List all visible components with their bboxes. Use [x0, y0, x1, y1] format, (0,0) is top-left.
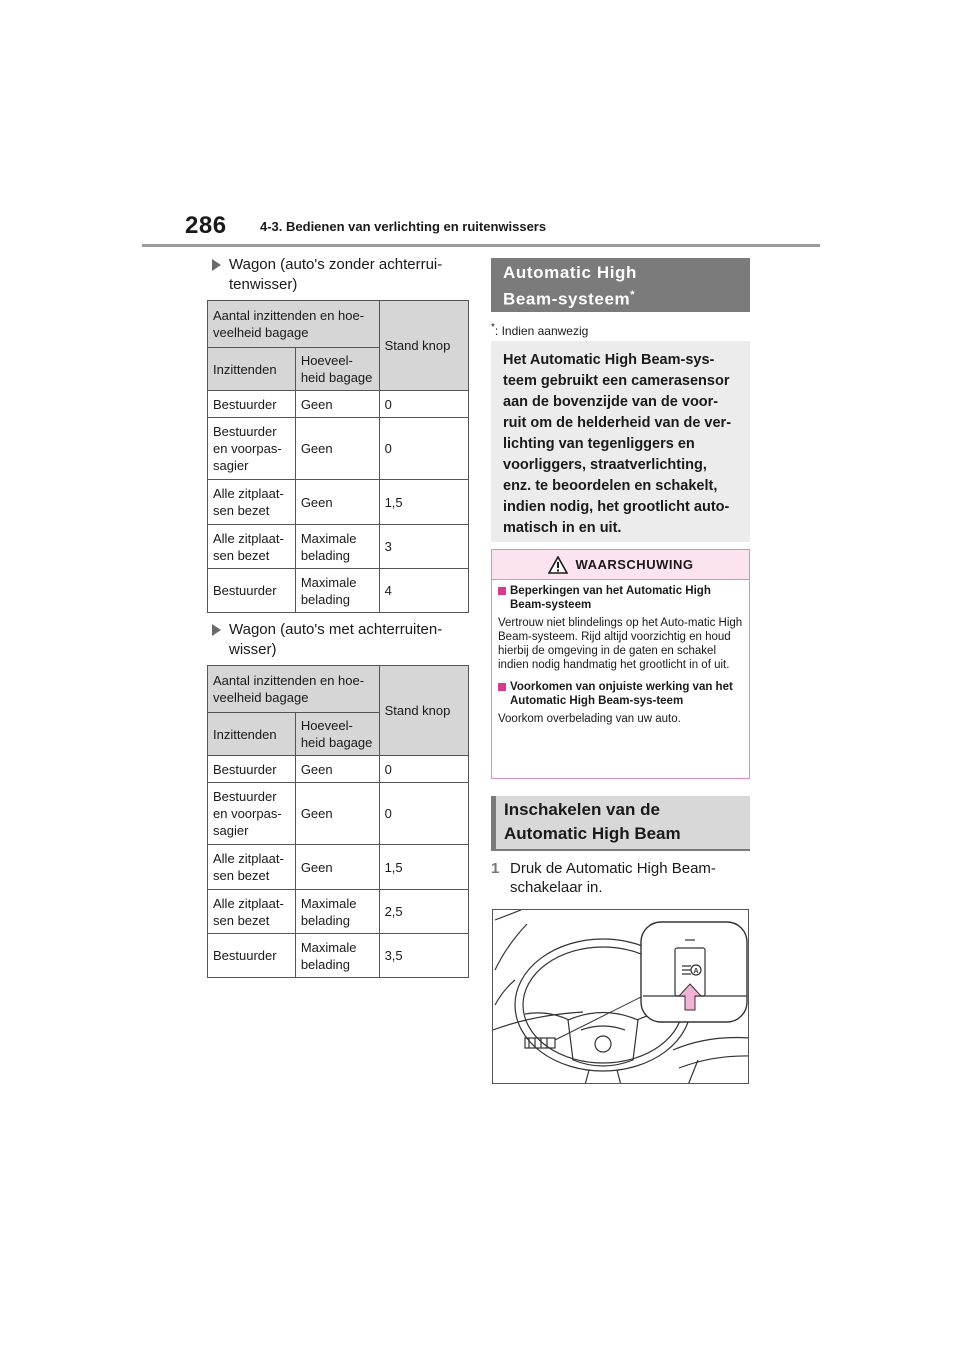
- table-row: [208, 525, 469, 569]
- warning-item-title: Beperkingen van het Automatic High Beam-systeem: [498, 584, 743, 612]
- footnote-mark: *: [491, 322, 495, 333]
- table-row: [208, 418, 469, 480]
- intro-line: ruit om de helderheid van de ver-: [503, 415, 732, 431]
- cell-occupants: Alle zitplaat-sen bezet: [208, 525, 296, 569]
- intro-line: teem gebruikt een camerasensor: [503, 373, 730, 389]
- warning-box: [491, 549, 750, 779]
- intro-line: indien nodig, het grootlicht auto-: [503, 499, 730, 515]
- warning-item-text: Voorkom overbelading van uw auto.: [498, 713, 681, 725]
- activation-subheader: [491, 796, 750, 851]
- warning-triangle-icon: [548, 556, 568, 574]
- cell-luggage: Maximale belading: [295, 525, 379, 569]
- subhead-text: Wagon (auto's met achterruiten-wisser): [229, 621, 443, 658]
- header-rule: [142, 244, 820, 247]
- warning-item-text: Vertrouw niet blindelings op het Auto-matic High Beam-systeem. Rijd altijd voorzichtig en houd hierbij de omgeving in de gaten en schakel indien nodig handmatig het grootlicht in of uit.: [498, 617, 743, 671]
- triangle-bullet-icon: [212, 259, 221, 271]
- page-number: 286: [185, 212, 227, 239]
- cell-occupants: Alle zitplaat-sen bezet: [208, 480, 296, 525]
- cell-luggage: Geen: [295, 418, 379, 480]
- cell-luggage: Geen: [295, 783, 379, 845]
- cell-occupants: Bestuurder en voorpas-sagier: [208, 783, 296, 845]
- table-row: [208, 890, 469, 934]
- cell-position: 1,5: [379, 480, 468, 525]
- cell-luggage: Geen: [295, 756, 379, 783]
- warning-title: WAARSCHUWING: [575, 557, 694, 572]
- table-row: [208, 934, 469, 978]
- cell-position: 0: [379, 783, 468, 845]
- table-row: [208, 845, 469, 890]
- subhead-text: Wagon (auto's zonder achterrui-tenwisser): [229, 256, 443, 293]
- cell-occupants: Bestuurder: [208, 391, 296, 418]
- dashboard-illustration: [492, 909, 749, 1084]
- intro-line: aan de bovenzijde van de voor-: [503, 394, 719, 410]
- cell-luggage: Geen: [295, 391, 379, 418]
- intro-line: Het Automatic High Beam-sys-: [503, 352, 715, 368]
- intro-box: [491, 341, 750, 542]
- cell-occupants: Bestuurder: [208, 934, 296, 978]
- header-luggage: Hoeveel-heid bagage: [295, 348, 379, 391]
- cell-luggage: Maximale belading: [295, 934, 379, 978]
- table-row: [208, 569, 469, 613]
- intro-line: lichting van tegenliggers en: [503, 436, 695, 452]
- table-row: [208, 756, 469, 783]
- intro-line: voorliggers, straatverlichting,: [503, 457, 707, 473]
- subheader-line: Automatic High Beam: [504, 824, 681, 843]
- table-row: [208, 783, 469, 845]
- cell-position: 1,5: [379, 845, 468, 890]
- table-row: [208, 391, 469, 418]
- header-occupants: Inzittenden: [208, 713, 296, 756]
- header-occupants: Inzittenden: [208, 348, 296, 391]
- cell-position: 0: [379, 418, 468, 480]
- subhead-wagon-no-wiper: [212, 255, 462, 295]
- auto-high-beam-header: [491, 258, 750, 312]
- cell-luggage: Maximale belading: [295, 890, 379, 934]
- load-table-1: [207, 300, 469, 613]
- subhead-wagon-with-wiper: [212, 620, 462, 660]
- square-bullet-icon: [498, 683, 506, 691]
- header-luggage: Hoeveel-heid bagage: [295, 713, 379, 756]
- cell-occupants: Alle zitplaat-sen bezet: [208, 845, 296, 890]
- cell-position: 0: [379, 391, 468, 418]
- step-text: Druk de Automatic High Beam-schakelaar in.: [510, 860, 716, 896]
- header-line: Automatic High: [503, 263, 638, 282]
- cell-luggage: Geen: [295, 480, 379, 525]
- subheader-line: Inschakelen van de: [504, 800, 660, 819]
- cell-luggage: Geen: [295, 845, 379, 890]
- header-knob-position: Stand knop: [379, 301, 468, 391]
- warning-body: [492, 580, 749, 726]
- steering-wheel-illustration: [493, 910, 749, 1084]
- cell-position: 2,5: [379, 890, 468, 934]
- cell-position: 4: [379, 569, 468, 613]
- cell-luggage: Maximale belading: [295, 569, 379, 613]
- cell-occupants: Bestuurder: [208, 569, 296, 613]
- header-occupants-load: Aantal inzittenden en hoe-veelheid bagage: [208, 666, 380, 713]
- cell-position: 0: [379, 756, 468, 783]
- svg-text:A: A: [693, 968, 699, 975]
- cell-position: 3,5: [379, 934, 468, 978]
- step-number: 1: [491, 860, 500, 877]
- warning-item-title: Voorkomen van onjuiste werking van het Automatic High Beam-sys-teem: [498, 680, 743, 708]
- table-row: [208, 480, 469, 525]
- load-table-2: [207, 665, 469, 978]
- footnote: [491, 322, 588, 338]
- header-knob-position: Stand knop: [379, 666, 468, 756]
- intro-line: enz. te beoordelen en schakelt,: [503, 478, 718, 494]
- cell-occupants: Bestuurder en voorpas-sagier: [208, 418, 296, 480]
- header-occupants-load: Aantal inzittenden en hoe-veelheid bagage: [208, 301, 380, 348]
- warning-header: [492, 550, 749, 580]
- cell-occupants: Bestuurder: [208, 756, 296, 783]
- cell-position: 3: [379, 525, 468, 569]
- section-title: 4-3. Bedienen van verlichting en ruitenwissers: [260, 219, 547, 234]
- footnote-text: : Indien aanwezig: [494, 324, 589, 338]
- intro-line: matisch in en uit.: [503, 520, 622, 536]
- cell-occupants: Alle zitplaat-sen bezet: [208, 890, 296, 934]
- header-line: Beam-systeem*: [503, 289, 636, 309]
- square-bullet-icon: [498, 587, 506, 595]
- triangle-bullet-icon: [212, 624, 221, 636]
- step-1: [491, 859, 750, 897]
- asterisk-mark: *: [630, 289, 636, 301]
